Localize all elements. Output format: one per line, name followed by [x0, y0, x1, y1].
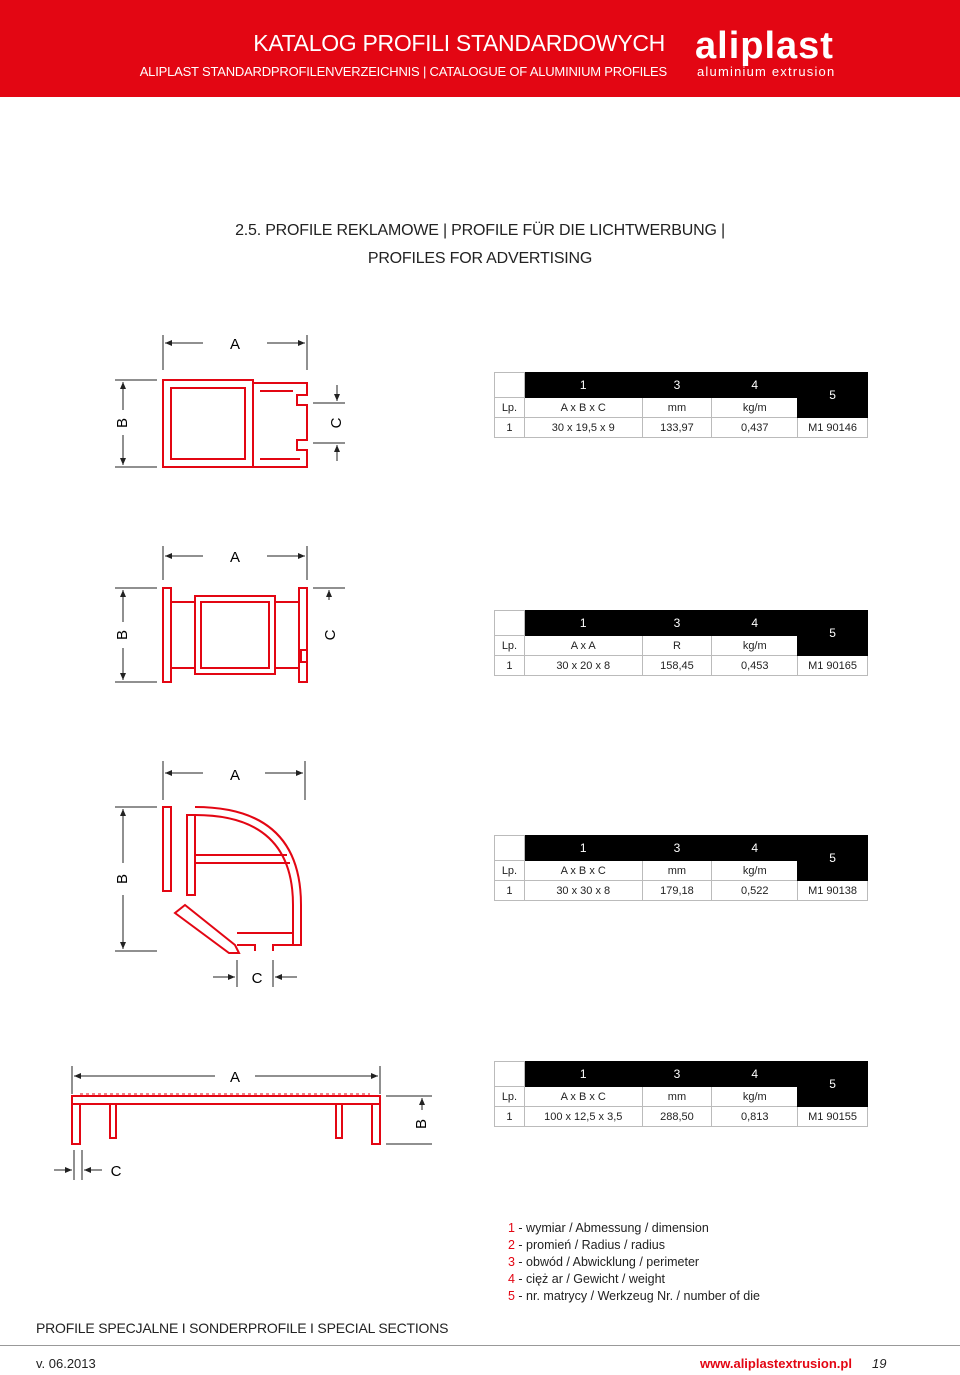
- row-weight: 0,813: [712, 1107, 798, 1127]
- profile-3-spec-table: [494, 835, 868, 901]
- page-number: 19: [872, 1356, 887, 1371]
- head-col-4: 4: [712, 611, 798, 636]
- profile-4-spec-table: [494, 1061, 868, 1127]
- row-perimeter: 288,50: [642, 1107, 712, 1127]
- aliplast-logo: [695, 24, 920, 80]
- row-lp: 1: [495, 1107, 525, 1127]
- dim-a-label: A: [229, 549, 241, 566]
- legend-item: [508, 1271, 760, 1288]
- row-die-number: M1 90155: [798, 1107, 868, 1127]
- head-col-5: 5: [798, 611, 868, 656]
- dim-a-label: A: [229, 336, 241, 353]
- head-col-5: 5: [798, 836, 868, 881]
- dim-b-label: B: [114, 873, 131, 885]
- row-weight: 0,453: [712, 656, 798, 676]
- dim-b-label: B: [114, 629, 131, 641]
- unit-weight: kg/m: [712, 636, 798, 656]
- dim-c-label: C: [322, 629, 339, 641]
- section-title-line2: PROFILES FOR ADVERTISING: [367, 250, 593, 267]
- footer-divider: [0, 1345, 960, 1346]
- head-col-3: 3: [642, 373, 712, 398]
- dim-a-label: A: [229, 1069, 241, 1086]
- row-dimension: 30 x 19,5 x 9: [524, 418, 642, 438]
- head-col-4: 4: [712, 373, 798, 398]
- unit-lp: Lp.: [495, 636, 525, 656]
- row-dimension: 100 x 12,5 x 3,5: [524, 1107, 642, 1127]
- legend-item: [508, 1254, 760, 1271]
- row-lp: 1: [495, 418, 525, 438]
- row-die-number: M1 90146: [798, 418, 868, 438]
- page-header: [0, 0, 960, 97]
- unit-perimeter: mm: [642, 861, 712, 881]
- row-radius: 158,45: [642, 656, 712, 676]
- row-die-number: M1 90165: [798, 656, 868, 676]
- head-col-3: 3: [642, 1062, 712, 1087]
- unit-perimeter: mm: [642, 398, 712, 418]
- head-col-4: 4: [712, 1062, 798, 1087]
- dim-c-label: C: [110, 1163, 122, 1180]
- head-col-3: 3: [642, 611, 712, 636]
- legend-text: - cięż ar / Gewicht / weight: [514, 1272, 666, 1286]
- logo-wordmark: aliplast: [695, 25, 834, 67]
- head-col-1: 1: [524, 836, 642, 861]
- version-label: v. 06.2013: [36, 1356, 96, 1371]
- row-perimeter: 179,18: [642, 881, 712, 901]
- legend-num: 2: [508, 1238, 515, 1252]
- dim-b-label: B: [413, 1118, 430, 1130]
- row-weight: 0,437: [712, 418, 798, 438]
- dim-c-label: C: [328, 417, 345, 429]
- head-col-5: 5: [798, 373, 868, 418]
- dim-c-label: C: [251, 970, 263, 987]
- unit-weight: kg/m: [712, 398, 798, 418]
- profile-3-drawing: [105, 755, 365, 995]
- section-title-line1: 2.5. PROFILE REKLAMOWE | PROFILE FÜR DIE LICHTWERBUNG |: [235, 222, 725, 239]
- unit-radius: R: [642, 636, 712, 656]
- row-perimeter: 133,97: [642, 418, 712, 438]
- legend-item: [508, 1288, 760, 1305]
- unit-lp: Lp.: [495, 861, 525, 881]
- unit-dim: A x B x C: [524, 861, 642, 881]
- legend-text: - obwód / Abwicklung / perimeter: [514, 1255, 700, 1269]
- row-lp: 1: [495, 881, 525, 901]
- legend-text: - promień / Radius / radius: [514, 1238, 666, 1252]
- unit-lp: Lp.: [495, 398, 525, 418]
- unit-weight: kg/m: [712, 1087, 798, 1107]
- unit-lp: Lp.: [495, 1087, 525, 1107]
- catalog-subtitle: ALIPLAST STANDARDPROFILENVERZEICHNIS | CATALOGUE OF ALUMINIUM PROFILES: [139, 64, 667, 79]
- legend-item: [508, 1220, 760, 1237]
- head-col-1: 1: [524, 373, 642, 398]
- profile-1-drawing: [105, 325, 365, 475]
- row-lp: 1: [495, 656, 525, 676]
- footer-section-label: PROFILE SPECJALNE I SONDERPROFILE I SPECIAL SECTIONS: [36, 1320, 449, 1336]
- legend-num: 3: [508, 1255, 515, 1269]
- legend-num: 5: [508, 1289, 515, 1303]
- head-col-1: 1: [524, 611, 642, 636]
- unit-dim: A x B x C: [524, 398, 642, 418]
- row-dimension: 30 x 20 x 8: [524, 656, 642, 676]
- head-col-5: 5: [798, 1062, 868, 1107]
- legend-num: 4: [508, 1272, 515, 1286]
- catalog-title: KATALOG PROFILI STANDARDOWYCH: [253, 30, 665, 56]
- head-col-1: 1: [524, 1062, 642, 1087]
- profile-2-spec-table: [494, 610, 868, 676]
- head-col-4: 4: [712, 836, 798, 861]
- legend-num: 1: [508, 1221, 515, 1235]
- unit-perimeter: mm: [642, 1087, 712, 1107]
- website-link[interactable]: www.aliplastextrusion.pl: [700, 1356, 852, 1371]
- row-die-number: M1 90138: [798, 881, 868, 901]
- head-col-3: 3: [642, 836, 712, 861]
- profile-2-drawing: [105, 540, 365, 690]
- unit-dim: A x B x C: [524, 1087, 642, 1107]
- legend: [508, 1220, 760, 1305]
- profile-1-spec-table: [494, 372, 868, 438]
- row-weight: 0,522: [712, 881, 798, 901]
- legend-text: - nr. matrycy / Werkzeug Nr. / number of die: [514, 1289, 760, 1303]
- unit-weight: kg/m: [712, 861, 798, 881]
- dim-a-label: A: [229, 767, 241, 784]
- logo-tagline: aluminium extrusion: [697, 64, 836, 79]
- row-dimension: 30 x 30 x 8: [524, 881, 642, 901]
- unit-dim: A x A: [524, 636, 642, 656]
- dim-b-label: B: [114, 417, 131, 429]
- profile-4-drawing: [50, 1058, 450, 1183]
- legend-item: [508, 1237, 760, 1254]
- legend-text: - wymiar / Abmessung / dimension: [514, 1221, 709, 1235]
